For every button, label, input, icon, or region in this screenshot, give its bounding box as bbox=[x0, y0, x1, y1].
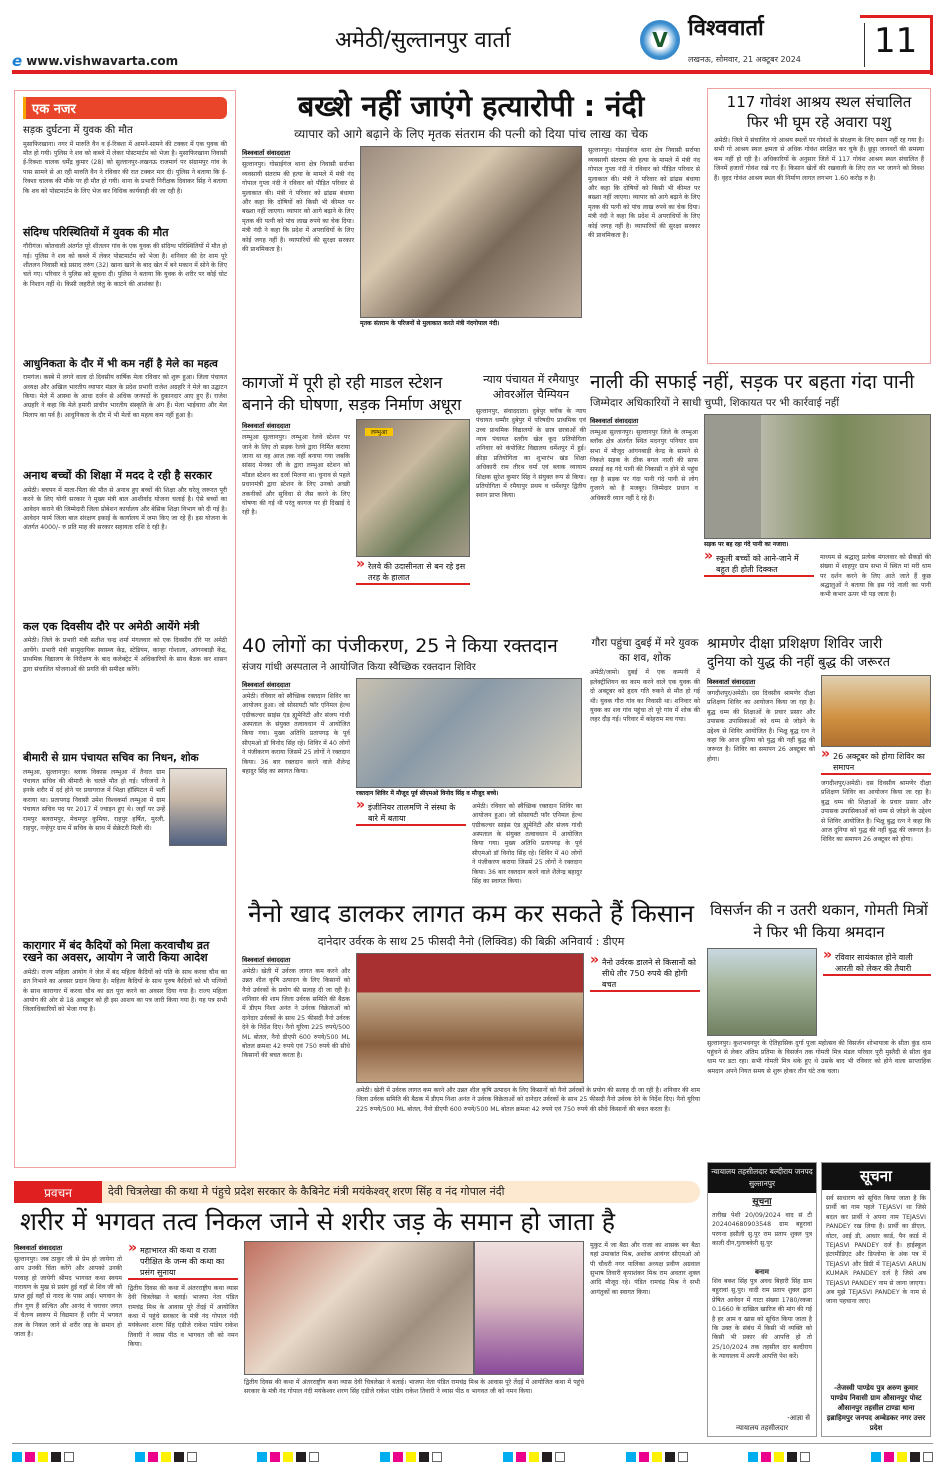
color-swatch bbox=[12, 1452, 22, 1462]
website-link[interactable]: e www.vishwavarta.com bbox=[12, 52, 179, 70]
crosshair-mark bbox=[678, 1452, 688, 1462]
drain-story: नाली की सफाई नहीं, सड़क पर बहता गंदा पानी जिम्मेदार अधिकारियों ने साधी चुप्पी, शिकायत पर भी कार्रवाई नहीं विश्ववार्ता संवाददाता लम्भुआ सुल्तानपुर। सुल्तानपुर जिले के लम्भुआ ब्लॉक क्षेत्र अंतर्गत स्थित मदनपुर पनियार ग्राम सभा में मौजूद आंगनबाड़ी केन्द्र के सामने से निकले सड़क के ठीक बगल नाली की साफ सफाई वह गंदे पानी की निकासी न होने से पहुंच रहा है सड़क पर गंदा पानी गंदे पानी से लोग गुजरने को है मजबूर। जिम्मेदार प्रधान व अधिकारी ध्यान नहीं दे रहे हैं। सड़क पर बह रहा गंदे पानी का नजारा। » स्कूली बच्चों को आने-जाने में बहुत ही होती दिक्कत माध्यम से श्रद्धालु प्रत्येक मंगलवार को सैकड़ों की संख्या में शाहपुर ग्राम सभा में स्थित मां मरी धाम पर दर्शन करने के लिए आते जाते हैं कुछ श्रद्धालुओं ने बताया कि इस गंदे नाली का पानी कभी कभार ऊपर भी पड़ जाता है। bbox=[590, 372, 931, 628]
header-rule bbox=[12, 70, 933, 74]
color-bar bbox=[380, 1452, 442, 1462]
brief-orphan-education: अनाथ बच्चों की शिक्षा में मदद दे रही है सरकार अमेठी। बचपन में माता-पिता की मौत से अनाथ हुए बच्चों की शिक्षा और घरेलू जरूरत पूरी करने के लिए योगी सरकार ने मुख्य मंत्री बाल आशीर्वाद योजना चलाई है। ऐसे बच्चों का आवेदन कराने की जिम्मेदारी जिला प्रोबेशन कार्यालय और बेसिक शिक्षा विभाग को दी गई है। आवेदन फार्म जिला बाल संरक्षण इकाई के कार्यालय में जमा किए जा रहे हैं। इस योजना के अंतर्गत 4000/- रु प्रति माह की सरकार सहायता राशि दे रही है। bbox=[23, 469, 227, 532]
color-swatch bbox=[884, 1452, 894, 1462]
color-swatch bbox=[529, 1452, 539, 1462]
camp-photo bbox=[821, 675, 931, 747]
station-photo: लम्भुआ bbox=[356, 419, 470, 557]
color-swatch bbox=[652, 1452, 662, 1462]
champion-story: न्याय पंचायत में रमैयापुर ओवरऑल चैम्पियन सुल्तानपुर, संवाददाता। दुबेपुर ब्लॉक के न्याय पंचायत धम्मौर दुबेपुर में परिषदीय प्राथमिक एवं उच्च प्राथमिक विद्यालयों के छात्र छात्राओं की न्याय पंचायत स्तरीय खेल कूद प्रतियोगिता शनिवार को कंपोजिट विद्यालय धर्मेशपुर में हुई। क्रीड़ा प्रतियोगिता का शुभारंभ खंड शिक्षा अधिकारी राम तीरथ वर्मा एवं ब्लाक व्यायाम शिक्षक सुरेश कुमार सिंह ने संयुक्त रूप से किया। प्रतियोगिता में रमैयापुर प्रथम व धर्मेशपुर द्वितीय स्थान प्राप्त किया। bbox=[476, 373, 586, 500]
pravachan-headline: शरीर में भगवत तत्व निकल जाने से शरीर जड़ के समान हो जाता है bbox=[20, 1207, 616, 1236]
page-number: 11 bbox=[874, 21, 918, 61]
color-swatch bbox=[774, 1452, 784, 1462]
lead-photo bbox=[360, 146, 582, 318]
color-swatch bbox=[406, 1452, 416, 1462]
pull-quote: » रेलवे की उदासीनता से बन रहे इस तरह के हालात bbox=[356, 561, 470, 585]
color-swatch bbox=[503, 1452, 513, 1462]
lead-story: बख्शे नहीं जाएंगे हत्यारोपी : नंदी व्यापार को आगे बढ़ाने के लिए मृतक संतराम की पत्नी को दिया पांच लाख का चेक विश्ववार्ता संवाददाता सुल्तानपुर। गोसाईगंज थाना क्षेत्र निवासी सर्राफा व्यवसायी संतराम की हत्या के मामले में मंत्री नंद गोपाल गुप्ता नंदी ने रविवार को पीड़ित परिवार से मुलाकात की। मंत्री ने परिवार को ढांढस बंधाया और कहा कि दोषियों को किसी भी कीमत पर बख्शा नहीं जाएगा। व्यापार को आगे बढ़ाने के लिए मृतक की पत्नी को पांच लाख रुपये का चेक दिया। मंत्री नंदी ने कहा कि प्रदेश में अपराधियों के लिए कोई जगह नहीं है। व्यापारियों की सुरक्षा सरकार की प्राथमिकता है। मृतक संतराम के परिजनों से मुलाकात करते मंत्री नंदगोपाल नंदी। सुल्तानपुर। गोसाईगंज थाना क्षेत्र निवासी सर्राफा व्यवसायी संतराम की हत्या के मामले में मंत्री नंद गोपाल गुप्ता नंदी ने रविवार को पीड़ित परिवार से मुलाकात की। मंत्री ने परिवार को ढांढस बंधाया और कहा कि दोषियों को किसी भी कीमत पर बख्शा नहीं जाएगा। व्यापार को आगे बढ़ाने के लिए मृतक की पत्नी को पांच लाख रुपये का चेक दिया। मंत्री नंदी ने कहा कि प्रदेश में अपराधियों के लिए कोई जगह नहीं है। व्यापारियों की सुरक्षा सरकार की प्राथमिकता है। bbox=[242, 90, 700, 362]
brief-minister-visit: कल एक दिवसीय दौरे पर अमेठी आयेंगे मंत्री अमेठी। जिले के प्रभारी मंत्री सतीश चन्द्र शर्मा मंगलवार को एक दिवसीय दौरे पर अमेठी आयेंगे। प्रभारी मंत्री सामुदायिक स्वास्थ्य केंद्र, स्टेडियम, कान्हा गोशाला, आंगनबाड़ी केंद्र, प्राथमिक विद्यालय के निरीक्षण के बाद कलेक्ट्रेट में अधिकारियों के साथ बैठक कर शासन द्वारा संचालित योजनाओं की प्रगति की समीक्षा करेंगे। bbox=[23, 619, 227, 673]
gomti-mitra-story: विसर्जन की न उतरी थकान, गोमती मित्रों ने फिर भी किया श्रमदान » रविवार सायंकाल होने वाली आरती को लेकर की तैयारी सुल्तानपुर। कुशभवनपुर के ऐतिहासिक दुर्गा पूजा महोत्सव की विसर्जन शोभायात्रा के सीता कुंड धाम पहुंचने से लेकर अंतिम प्रतिमा के विसर्जन तक गोमती मित्र मंडल परिवार पूरी मुस्तैदी से सीता कुंड धाम पर डटा रहा। सभी गोमती मित्र थके हुए थे उसके बाद भी रविवार को होने वाला साप्ताहिक श्रमदान अपने नियत समय से शुरू होकर तीन घंटे तक चला। bbox=[707, 900, 931, 1150]
name-change-notice: सूचना सर्व साधारण को सूचित किया जाता है कि प्रार्थी का नाम पहले TEJASVI था जिसे बदल कर प्रार्थी ने अपना नाम TEJASVI PANDEY रख लिया है। प्रार्थी का डीएल, वोटर, आई डी, आधार कार्ड, पैन कार्ड में TEJASVI PANDEY दर्ज है। हाईस्कूल इंटरमीडिएट और डिप्लोमा के अंक पत्र में TEJASVI और डिग्री में TEJASVI ARUN KUMAR PANDEY दर्ज है जिसे अब TEJASVI PANDEY नाम से जाना जाएगा। अब मुझे TEJASVI PANDEY के नाम से जाना पहचाना जाए। -तेजस्वी पाण्डेय पुत्र अरुण कुमार पाण्डेय निवासी ग्राम औसानपुर पोस्ट औसानपुर तहसील टाण्डा थाना इब्राहिमपुर जनपद अम्बेडकर नगर उत्तर प्रदेश bbox=[821, 1162, 931, 1437]
brand-logo: V bbox=[640, 20, 680, 60]
crosshair-mark bbox=[555, 1452, 565, 1462]
color-swatch bbox=[542, 1452, 552, 1462]
color-swatch bbox=[257, 1452, 267, 1462]
color-swatch bbox=[51, 1452, 61, 1462]
blood-donation-story: 40 लोगों का पंजीकरण, 25 ने किया रक्तदान संजय गांधी अस्पताल ने आयोजित किया स्वैच्छिक रक्तदान शिविर विश्ववार्ता संवाददाता अमेठी। रविवार को स्वैच्छिक रक्तदान शिविर का आयोजन हुआ। जो सोसायटी फॉर एनिमल हेल्थ एग्रीकल्चर साइंस एंड ह्यूमेनिटी और संजय गांधी अस्पताल के संयुक्त तत्वावधान में आयोजित किया गया। मुख्य अतिथि प्रतापगढ़ के पूर्व सीएमओ डॉ विनोद सिंह रहे। शिविर में 40 लोगों ने पंजीकरण कराया जिसमें 25 लोगों ने रक्तदान किया। 36 बार रक्तदान करने वाले शैलेन्द्र बहादुर सिंह का स्वागत किया। रक्तदान शिविर में मौजूद पूर्व सीएमओ विनोद सिंह व मौजूद बच्चे। » इंजीनियर तालमणि ने संस्था के बारे में बताया अमेठी। रविवार को स्वैच्छिक रक्तदान शिविर का आयोजन हुआ। जो सोसायटी फॉर एनिमल हेल्थ एग्रीकल्चर साइंस एंड ह्यूमेनिटी और संजय गांधी अस्पताल के संयुक्त तत्वावधान में आयोजित किया गया। मुख्य अतिथि प्रतापगढ़ के पूर्व सीएमओ डॉ विनोद सिंह रहे। शिविर में 40 लोगों ने पंजीकरण कराया जिसमें 25 लोगों ने रक्तदान किया। 36 बार रक्तदान करने वाले शैलेन्द्र बहादुर सिंह का स्वागत किया। bbox=[242, 636, 582, 886]
crosshair-mark bbox=[64, 1452, 74, 1462]
pravachan-banner bbox=[14, 1181, 700, 1203]
color-bar bbox=[871, 1452, 933, 1462]
brief-secretary-death: बीमारी से ग्राम पंचायत सचिव का निधन, शोक लम्भुआ, सुल्तानपुर। ब्लाक विकास लम्भुआ में तैनात ग्राम पंचायत सचिव की बीमारी के चलते मौत हो गई। परिजनों ने इनके शरीर में दर्द होने पर प्रयागराज में भिक्षा हॉस्पिटल में भर्ती कराया था। प्रतापगढ़ निवासी उमेश विश्वकर्मा लम्भुआ में ग्राम पंचायत सचिव पद पर 2017 में ज्वाइन हुए थे। जहाँ पर उन्हें रामपुर बलरामपुर, मेचमपुर कुमिया, राहपुर हर्षित, मुरली, राहपुर, नन्हेपुर ग्राम में सचिव के साथ में सेक्रेटरी मिली थी। bbox=[23, 752, 227, 936]
color-bar bbox=[257, 1452, 319, 1462]
color-swatch bbox=[516, 1452, 526, 1462]
color-bar bbox=[12, 1452, 74, 1462]
color-swatch bbox=[897, 1452, 907, 1462]
print-registration-marks bbox=[12, 1443, 933, 1462]
color-bar bbox=[626, 1452, 688, 1462]
color-swatch bbox=[393, 1452, 403, 1462]
crosshair-mark bbox=[800, 1452, 810, 1462]
brand-name: विश्ववार्ता bbox=[688, 16, 764, 41]
brief-accident: सड़क दुर्घटना में युवक की मौत मुसाफिरखाना। नगर में मारुति वैन व ई-रिक्शा में आमने-सामने की टक्कर में एक युवक की मौत हो गयी। पुलिस ने शव को कब्जे में लेकर पोस्टमार्टम को भेजा है। मुसाफिरखाना निवासी ई-रिक्शा चालक धर्मेंद्र कुमार (28) को सुल्तानपुर-लखनऊ राजमार्ग पर संग्रामपुर गांव के पास सामने से आ रही मारुति वैन ने रविवार की रात टक्कर मार दी। पुलिस ने बताया कि ई-रिक्शा चालक की मौके पर ही मौत हो गयी। थाना के प्रभारी निरीक्षक दिवाकर सिंह ने बताया कि शव को पोस्टमार्टम के लिए भेज कर विधिक कार्यवाही की जा रही है। bbox=[23, 125, 227, 195]
pravachan-section bbox=[14, 1181, 700, 1437]
color-swatch bbox=[283, 1452, 293, 1462]
color-swatch bbox=[761, 1452, 771, 1462]
model-station-story: कागजों में पूरी हो रही माडल स्टेशन बनाने की घोषणा, सड़क निर्माण अधूरा विश्ववार्ता संवाददाता लम्भुआ सुल्तानपुर। लम्भुआ रेलवे स्टेशन पर जाने के लिए तो सड़क रेलवे द्वारा निर्मित कराया जाना था वह आज तक नहीं बनाया गया जबकि सांसद मेनका जी के द्वारा लम्भुआ स्टेशन को मॉडल स्टेशन का दर्जा मिलना था। चुनाव से पहले प्रधानमंत्री द्वारा स्टेशन के लिए उनको अच्छी तकनीकों और सुविधा से लैस करने के लिए घोषणा की गई थी परंतु कागज पर ही दिखाई दे रही है। लम्भुआ » रेलवे की उदासीनता से बन रहे इस तरह के हालात bbox=[242, 372, 470, 628]
nano-fertilizer-story: नैनो खाद डालकर लागत कम कर सकते हैं किसान दानेदार उर्वरक के साथ 25 फीसदी नैनो (लिक्विड) की बिक्री अनिवार्य : डीएम विश्ववार्ता संवाददाता अमेठी। खेती में उर्वरक लागत कम करने और उन्नत शील कृषि उत्पादन के लिए किसानों को नैनो उर्वरकों के प्रयोग की सलाह दी जा रही है। शनिवार की शाम जिला उर्वरक समिति की बैठक में डीएम निशा अनंत ने उर्वरक विक्रेताओं को दानेदार उर्वरकों के साथ 25 फीसदी नैनो उर्वरक देने के निर्देश दिए। नैनो यूरिया 225 रुपये/500 ML बोतल, नैनो डीएपी 600 रुपये/500 ML बोतल क्रमशः 42 रुपये एवं 750 रुपये की सीधे किसानों की बचत करता है। » नैनो उर्वरक डालने से किसानों को सीधे तौर 750 रुपये की होगी बचत अमेठी। खेती में उर्वरक लागत कम करने और उन्नत शील कृषि उत्पादन के लिए किसानों को नैनो उर्वरकों के प्रयोग की सलाह दी जा रही है। शनिवार की शाम जिला उर्वरक समिति की बैठक में डीएम निशा अनंत ने उर्वरक विक्रेताओं को दानेदार उर्वरकों के साथ 25 फीसदी नैनो उर्वरक देने के निर्देश दिए। नैनो यूरिया 225 रुपये/500 ML बोतल, नैनो डीएपी 600 रुपये/500 ML बोतल क्रमशः 42 रुपये एवं 750 रुपये की सीधे किसानों की बचत करता है। bbox=[242, 900, 700, 1170]
color-bar bbox=[503, 1452, 565, 1462]
color-bar bbox=[748, 1452, 810, 1462]
color-swatch bbox=[419, 1452, 429, 1462]
gaura-story: गौरा पहुंचा दुबई में मरे युवक का शव, शोक अमेठी/जामो। दुबई में एक कम्पनी में इलेक्ट्रीशियन का काम करने वाले एक युवक की दो अक्टूबर को हृदय गति रुकने से मौत हो गई थी। युवक गौरा गांव का निवासी था। शनिवार को युवक का शव गांव पहुंचा तो पूरे गांव में शोक की लहर दौड़ गई। परिवार में कोहराम मच गया। bbox=[590, 637, 700, 724]
lead-body: सुल्तानपुर। गोसाईगंज थाना क्षेत्र निवासी सर्राफा व्यवसायी संतराम की हत्या के मामले में मंत्री नंद गोपाल गुप्ता नंदी ने रविवार को पीड़ित परिवार से मुलाकात की। मंत्री ने परिवार को ढांढस बंधाया और कहा कि दोषियों को किसी भी कीमत पर बख्शा नहीं जाएगा। व्यापार को आगे बढ़ाने के लिए मृतक की पत्नी को पांच लाख रुपये का चेक दिया। मंत्री नंदी ने कहा कि प्रदेश में अपराधियों के लिए कोई जगह नहीं है। व्यापारियों की सुरक्षा सरकार की प्राथमिकता है। bbox=[242, 161, 354, 253]
court-notice: न्यायालय तहसीलदार बल्दीराय जनपद सुल्तानपुर सूचना तारीख पेशी 20/09/2024 वाद सं टी 202404680903548 ग्राम बहुरावां परगना इसौली सु.पुर राम प्रताप शुक्ल पुत्र काली दीन,गुलाबकेरी सु.पुर बनाम शिव बक्श सिंह पुत्र अवध बिहारी सिंह ग्राम बहुरावां सु.पुर। वादी राम प्रताप शुक्ल द्वारा प्रेषित आवेदन में गाटा संख्या 1780/रकबा 0.1660 के दाखिल खारिज की मांग की गई है हर आम व खास को सूचित किया जाता है कि उक्त के संबंध में किसी भी व्यक्ति को किसी भी प्रकार की आपत्ति हो तो 25/10/2024 तक तहसील दार बल्दीराय के न्यायालय में अपनी आपत्ति पेश करें। -आज्ञा से न्यायालय तहसीलदार bbox=[707, 1162, 817, 1437]
color-swatch bbox=[161, 1452, 171, 1462]
browser-e-icon: e bbox=[12, 52, 23, 70]
color-swatch bbox=[787, 1452, 797, 1462]
devi-chitralekha-photo bbox=[474, 1241, 584, 1375]
color-swatch bbox=[626, 1452, 636, 1462]
crosshair-mark bbox=[187, 1452, 197, 1462]
color-swatch bbox=[910, 1452, 920, 1462]
brief-suspicious-death: संदिग्ध परिस्थितियों में युवक की मौत गौरीगंज। कोतवाली अंतर्गत पूरे शीतलन गांव के एक युवक की संदिग्ध परिस्थितियों में मौत हो गई। पुलिस ने शव को कब्जे में लेकर पोस्टमार्टम को भेजा है। शनिवार की देर शाम पूरे शीतलन निवासी बड़े प्रसाद तरुंग (32) खाना खाने के बाद खेत में बने मकान में सोने के लिए चले गए। परिवार ने पुलिस को सूचना दी। पुलिस ने बताया कि युवक के शरीर पर कोई चोट के निशान नहीं थे। किसी जहरीले जंतु के काटने की आशंका है। bbox=[23, 225, 227, 288]
color-swatch bbox=[871, 1452, 881, 1462]
color-swatch bbox=[665, 1452, 675, 1462]
section-label: एक नजर bbox=[23, 97, 227, 119]
pravachan-label: प्रवचन bbox=[14, 1181, 102, 1203]
cow-shelter-story: 117 गोवंश आश्रय स्थल संचालित फिर भी घूम रहे अवारा पशु अमेठी। जिले में संचालित गो आश्रय स्थलों पर गोवंशों के संरक्षण के लिए स्थान नहीं रह गया है। सभी गो आश्रय स्थल क्षमता से अधिक गोवंश संरक्षित कर चुके हैं। छुट्टा जानवरों की समस्या कम नहीं हो रही है। अधिकारियों के अनुसार जिले में 117 गोवंश आश्रय स्थल संचालित हैं जिनमें हजारों गोवंश रखे गए हैं। किसान खेतों की रखवाली के लिए रात भर जागने को विवश हैं। वृहद गोवंश आश्रय स्थल की निर्माण लागत लगभग 1.60 करोड़ रु है। bbox=[707, 88, 931, 364]
crosshair-mark bbox=[309, 1452, 319, 1462]
crosshair-mark bbox=[432, 1452, 442, 1462]
lead-photo-caption: मृतक संतराम के परिजनों से मुलाकात करते मंत्री नंदगोपाल नंदी। bbox=[360, 320, 500, 328]
masthead bbox=[0, 0, 945, 76]
page-number-box bbox=[860, 15, 933, 75]
lead-headline: बख्शे नहीं जाएंगे हत्यारोपी : नंदी bbox=[297, 89, 645, 123]
katha-audience-photo bbox=[244, 1241, 474, 1375]
color-swatch bbox=[296, 1452, 306, 1462]
color-swatch bbox=[148, 1452, 158, 1462]
color-swatch bbox=[380, 1452, 390, 1462]
meeting-photo bbox=[356, 953, 584, 1083]
dateline: लखनऊ, सोमवार, 21 अक्टूबर 2024 bbox=[688, 55, 801, 64]
color-swatch bbox=[174, 1452, 184, 1462]
byline: विश्ववार्ता संवाददाता bbox=[242, 149, 291, 158]
pravachan-story: विश्ववार्ता संवाददाता सुल्तानपुर। जब ठाकुर जी से प्रेम हो जायेगा तो आप उनकी चिंता करेंगे और आपको उनकी परवाह हो जायेगी श्रीमद भागवत कथा स्वयम नारायण के मुख से प्रसंग हुई वहाँ से शिव जी को प्राप्त हुई वहाँ से नारद के पास आई। भगवान के तीन गुण हैं सत्चित और आनंद ये चराचर जगत में चैतन्य स्वरूप में विद्यमान हैं शरीर में भगवत तत्व के निकल जाने से शरीर जड़ के समान हो जाता है। » महाभारत की कथा व राजा परीक्षित के जन्म की कथा का प्रसंग सुनाया द्वितीय दिवस की कथा में अंतरराष्ट्रीय कथा व्यास देवी चित्रलेखा ने बताई। भाजपा नेता पंडित रामचंद्र मिश्र के आवास पूरे तेंदई में आयोजित कथा में पहुंचे सरकार के मंत्री नंद गोपाल नंदी मयंकेश्वर शरण सिंह एडीजे राकेश पांडेय राकेश तिवारी ने व्यास पीठ व भागवत जी को नमन किया। द्वितीय दिवस की कथा में अंतरराष्ट्रीय कथा व्यास देवी चित्रलेखा ने बताई। भाजपा नेता पंडित रामचंद्र मिश्र के आवास पूरे तेंदई में आयोजित कथा में पहुंचे सरकार के मंत्री नंद गोपाल नंदी मयंकेश्वर शरण सिंह एडीजे राकेश पांडेय राकेश तिवारी ने व्यास पीठ व भागवत जी को नमन किया। मुकुट में जा बैठा और राजा का शासक बन बैठा यहां उमाकांत मिश्र, अशोक आयंगर सीएमओ ओ पी चौधरी नगर पालिका अध्यक्ष प्रवीण अग्रवाल सुभाष तिवारी कृपाशंकर मिश्र राम अवतार शुक्ल आदि मौजूद रहे। पंडित रामचंद्र मिश्र ने सभी आगंतुकों का स्वागत किया। bbox=[14, 1241, 700, 1437]
color-swatch bbox=[135, 1452, 145, 1462]
drain-photo bbox=[704, 414, 931, 539]
river-photo bbox=[707, 948, 817, 1036]
brief-fair: आधुनिकता के दौर में भी कम नहीं है मेले का महत्व रामगंज। कस्बे में लगने वाला दो दिवसीय वार्षिक मेला रविवार को शुरू हुआ। जिला पंचायत अध्यक्ष और अखिल भारतीय व्यापार मंडल के प्रदेश प्रभारी राजेश अग्रहरि ने मेले का उद्घाटन किया। मेले में आस्था के आधा दर्जन से अधिक जनपदों के दुकानदार आए हुए हैं। राजेश अग्रहरि ने कहा कि मेले हमारी प्राचीन भारतीय संस्कृति के अंग हैं। मेला भाईचारा और मेल मिलाप का पर्व है। आधुनिकता के दौर में भी मेलों का महत्व कम नहीं हुआ है। bbox=[23, 358, 227, 419]
color-swatch bbox=[38, 1452, 48, 1462]
brief-karva-chauth: कारागार में बंद कैदियों को मिला करवाचौथ व्रत रखने का अवसर, आयोग ने जारी किया आदेश अमेठी। राज्य महिला आयोग ने जेल में बंद महिला कैदियों को पति के साथ करवा चौथ का व्रत निभाने का अवसर प्रदान किया है। महिला कैदियों के साथ पुरुष कैदियों को भी पत्नियों के साथ कारागार में करवा चौथ का व्रत पूरा करने का अवसर दिया गया है। राज्य महिला आयोग की ओर से 18 अक्टूबर को ही इस आशय का पत्र जारी किया गया है। यह पत्र सभी जिलाधिकारियों को भेजा गया है। bbox=[23, 938, 227, 1014]
pravachan-kicker: देवी चित्रलेखा की कथा मे पंहुचे प्रदेश सरकार के कैबिनेट मंत्री मयंकेश्वर् शरण सिंह व नंद गोपाल नंदी bbox=[108, 1185, 505, 1198]
secretary-photo bbox=[169, 768, 227, 846]
crosshair-mark bbox=[923, 1452, 933, 1462]
section-title: अमेठी/सुल्तानपुर वार्ता bbox=[335, 28, 511, 53]
lead-subheadline: व्यापार को आगे बढ़ाने के लिए मृतक संतराम की पत्नी को दिया पांच लाख का चेक bbox=[294, 127, 648, 142]
color-bar bbox=[135, 1452, 197, 1462]
blood-camp-photo bbox=[356, 678, 582, 788]
ek-nazar-column bbox=[14, 90, 236, 1168]
color-swatch bbox=[25, 1452, 35, 1462]
color-swatch bbox=[639, 1452, 649, 1462]
color-swatch bbox=[748, 1452, 758, 1462]
color-swatch bbox=[270, 1452, 280, 1462]
buddhist-camp-story: श्रामणेर दीक्षा प्रशिक्षण शिविर जारी दुनिया को युद्ध की नहीं बुद्ध की जरूरत विश्ववार्ता संवाददाता जगदीशपुर/अमेठी। दस दिवसीय श्रामणेर दीक्षा प्रशिक्षण शिविर का आयोजन किया जा रहा है। बुद्ध धम्म की शिक्षाओं के प्रचार प्रसार और उपासक उपासिकाओं को धम्म से जोड़ने के उद्देश्य से शिविर आयोजित है। भिक्षु बुद्ध रत्न ने कहा कि आज दुनिया को युद्ध की नहीं बुद्ध की जरूरत है। शिविर का समापन 26 अक्टूबर को होगा। » 26 अक्टूबर को होगा शिविर का समापन जगदीशपुर/अमेठी। दस दिवसीय श्रामणेर दीक्षा प्रशिक्षण शिविर का आयोजन किया जा रहा है। बुद्ध धम्म की शिक्षाओं के प्रचार प्रसार और उपासक उपासिकाओं को धम्म से जोड़ने के उद्देश्य से शिविर आयोजित है। भिक्षु बुद्ध रत्न ने कहा कि आज दुनिया को युद्ध की नहीं बुद्ध की जरूरत है। शिविर का समापन 26 अक्टूबर को होगा। bbox=[707, 636, 931, 886]
